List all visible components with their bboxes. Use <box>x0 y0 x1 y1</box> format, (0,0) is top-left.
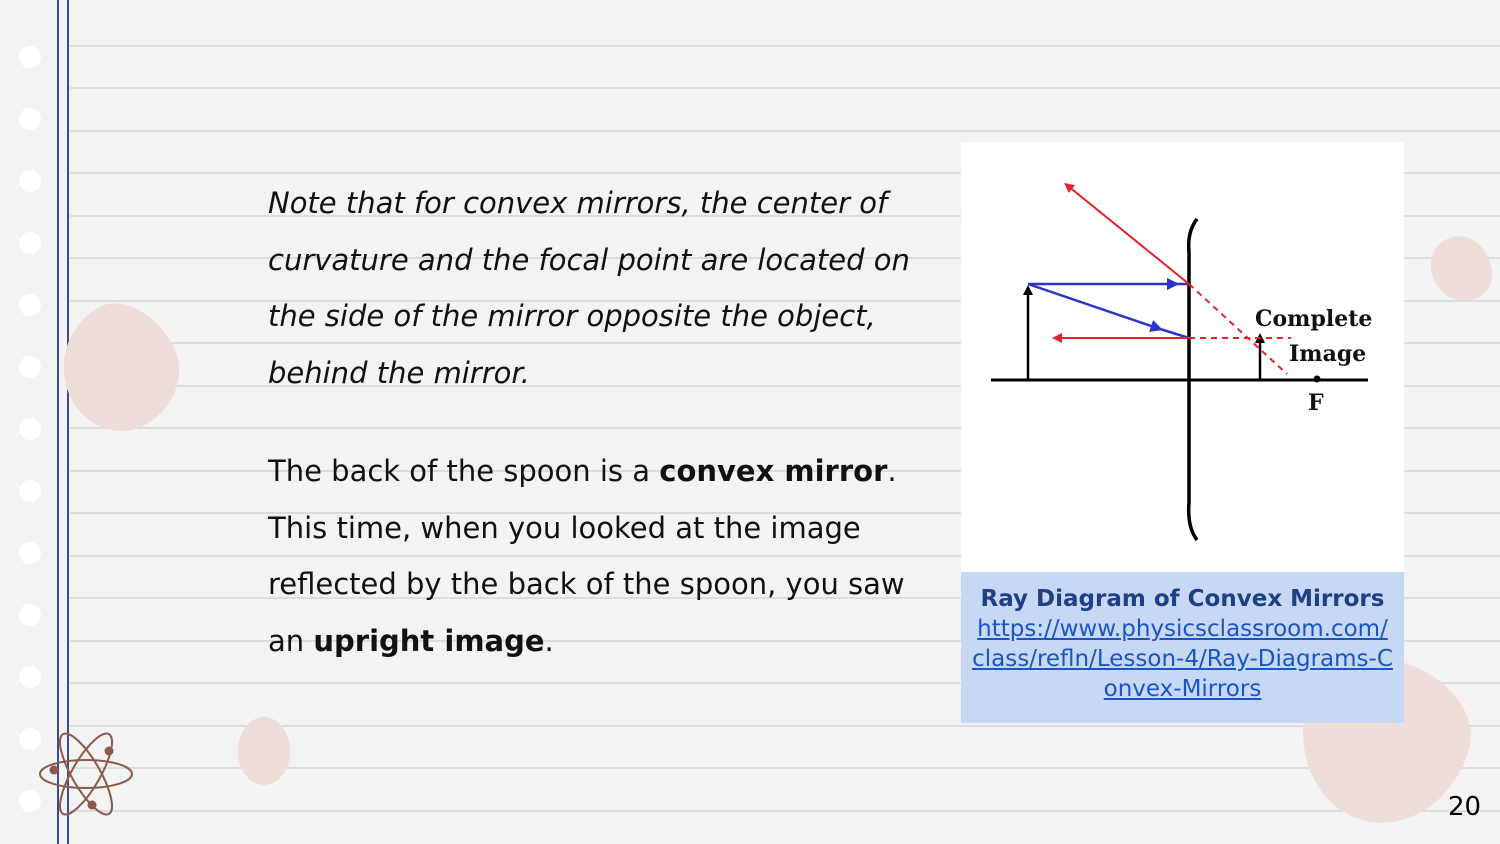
body-text: . This time, when you looked at the image reflected by the back of the spoon, you saw an <box>268 454 905 658</box>
binder-hole <box>19 480 41 502</box>
source-link[interactable]: https://www.physicsclassroom.com/class/refln/Lesson-4/Ray-Diagrams-Convex-Mirrors <box>972 616 1393 702</box>
diagram-caption <box>961 572 1404 723</box>
body-text: . <box>544 623 554 658</box>
bold-term-convex-mirror: convex mirror <box>659 454 888 488</box>
label-complete: Complete <box>1255 306 1373 332</box>
binder-hole <box>19 604 41 626</box>
binder-hole <box>19 46 41 68</box>
binder-hole <box>19 418 41 440</box>
binder-hole <box>19 232 41 254</box>
body-text: The back of the spoon is a <box>268 454 660 488</box>
incident-ray-to-focal-end <box>1157 328 1189 338</box>
page-number: 20 <box>1448 792 1482 822</box>
spoon-explanation <box>268 443 938 669</box>
convex-mirror-note: Note that for convex mirrors, the center of curvature and the focal point are located on the side of the mirror opposite the object, behind the mirror. <box>268 186 910 390</box>
bold-term-upright-image: upright image <box>313 623 545 658</box>
binder-hole <box>19 666 41 688</box>
binder-hole <box>19 356 41 378</box>
binder-hole <box>19 108 41 130</box>
incident-ray-to-focal <box>1028 284 1157 328</box>
margin-line-right <box>67 0 69 844</box>
reflected-ray-diverging <box>1068 186 1189 284</box>
focal-point-dot <box>1314 376 1321 383</box>
atom-icon <box>36 728 136 820</box>
label-image: Image <box>1289 341 1367 367</box>
notes-text-block <box>268 175 938 669</box>
label-focal-point: F <box>1308 390 1324 416</box>
ray-diagram <box>961 142 1404 572</box>
caption-title: Ray Diagram of Convex Mirrors <box>980 586 1385 612</box>
margin-line-left <box>57 0 59 844</box>
binder-hole <box>19 294 41 316</box>
binder-hole <box>19 170 41 192</box>
binder-hole <box>19 542 41 564</box>
decorative-blob <box>238 717 290 785</box>
